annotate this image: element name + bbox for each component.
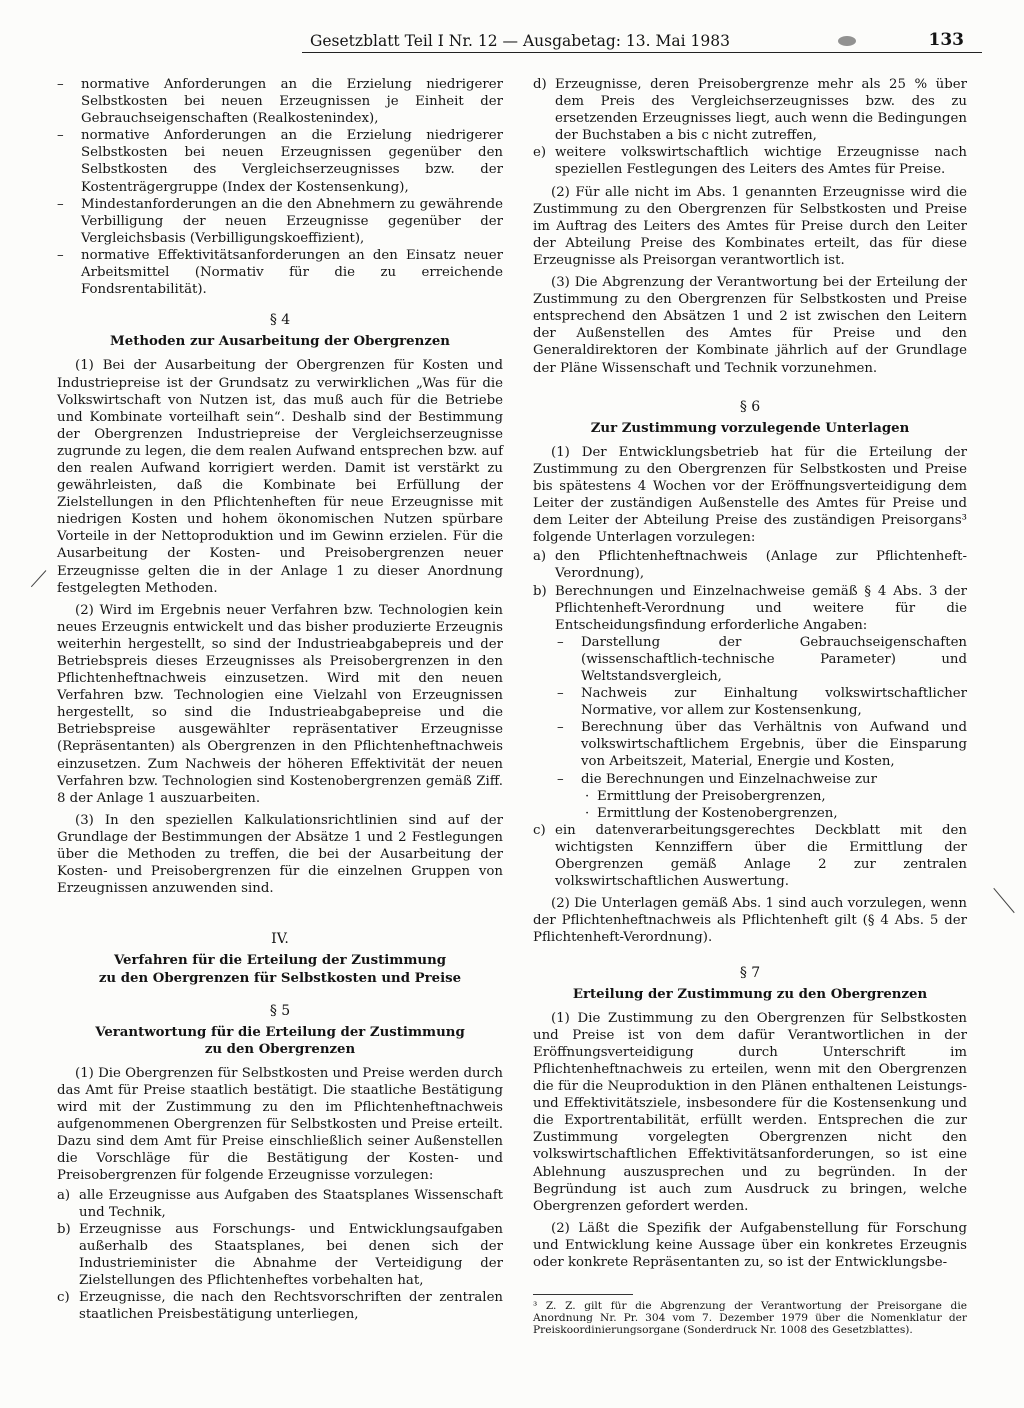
paragraph: (1) Bei der Ausarbeitung der Obergrenzen für Kosten und Industriepreise ist der Grundsatz zu verwirklichen „Was für die Volkswirtschaft von Nutzen ist, das muß auch für die Betriebe und Kombinate vorteilhaft sein“. Deshalb sind der Bestimmung der Obergrenzen Industriepreise der Vergleichserzeugnisse zugrunde zu legen, die dem realen Aufwand entsprechen bzw. auf den realen Aufwand korrigiert werden. Damit ist verstärkt zu gewährleisten, daß die Kombinate bei Erfüllung der Zielstellungen in den Pflichtenheften für neue Erzeugnisse mit niedrigen Kosten und hohem ökonomischen Nutzen spürbare Vorteile in der Nettoproduktion und im Gewinn erzielen. Für die Ausarbeitung der Kosten- und Preisobergrenzen neuer Erzeugnisse gelten die in der Anlage 1 zu dieser Anordnung festgelegten Methoden.: [57, 358, 503, 596]
bullet-item: · Ermittlung der Preisobergrenzen,: [533, 788, 967, 805]
sub-dash-item: – die Berechnungen und Einzelnachweise zur: [533, 771, 967, 788]
dash-item: – normative Anforderungen an die Erzielung niedrigerer Selbstkosten bei neuen Erzeugnissen gegenüber den Selbstkosten des Vergleichserzeugnisses bzw. der Kostenträgergruppe (Index der Kostensenkung),: [57, 127, 503, 195]
sub-dash-item: – Darstellung der Gebrauchseigenschaften (wissenschaftlich-technische Parameter) und Weltstandsvergleich,: [533, 634, 967, 685]
part-number: IV.: [271, 931, 289, 948]
page-header: [302, 27, 982, 53]
list-item: d) Erzeugnisse, deren Preisobergrenze mehr als 25 % über dem Preis des Vergleichserzeugnisses bzw. des zu ersetzenden Erzeugnisses liegt, auch wenn die Bedingungen der Buchstaben a bis c nicht zutreffen,: [533, 77, 967, 144]
paragraph: (1) Die Zustimmung zu den Obergrenzen für Selbstkosten und Preise ist von dem dafür Verantwortlichen in der Eröffnungsverteidigung durch Unterschrift im Pflichtenheftnachweis zu erteilen, wenn mit den Obergrenzen die für die Neuproduktion in den Plänen enthaltenen Leistungs- und Effektivitätsziele, insbesondere für die Kostensenkung und die Exportrentabilität, erfüllt werden. Entsprechen die zur Zustimmung vorgelegten Obergrenzen nicht den volkswirtschaftlichen Effektivitätsanforderungen, so ist eine Ablehnung auszusprechen und zu begründen. In der Begründung ist auch zum Ausdruck zu bringen, welche Obergrenzen gefordert werden.: [533, 1010, 967, 1214]
section-heading: Methoden zur Ausarbeitung der Obergrenzen: [110, 334, 450, 350]
part-heading: Verfahren für die Erteilung der Zustimmung: [113, 953, 447, 969]
left-column: [57, 76, 503, 1323]
list-item: a) alle Erzeugnisse aus Aufgaben des Staatsplanes Wissenschaft und Technik,: [57, 1187, 503, 1220]
sub-dash-item: – Nachweis zur Einhaltung volkswirtschaftlicher Normative, vor allem zur Kostensenkung,: [533, 685, 967, 719]
dash-item: – normative Effektivitätsanforderungen an den Einsatz neuer Arbeitsmittel (Normativ für die zu erreichende Fondsrentabilität).: [57, 247, 503, 298]
paragraph: (2) Die Unterlagen gemäß Abs. 1 sind auch vorzulegen, wenn der Pflichtenheftnachweis als Pflichtenheft gilt (§ 4 Abs. 5 der Pflichtenheft-Verordnung).: [533, 896, 967, 946]
section-heading: Erteilung der Zustimmung zu den Obergrenzen: [572, 986, 928, 1002]
list-item: c) ein datenverarbeitungsgerechtes Deckblatt mit den wichtigsten Kennziffern über die Ermittlung der Obergrenzen gemäß Anlage 2 zur zentralen volkswirtschaftlichen Auswertung.: [533, 822, 967, 890]
footnote-rule: [533, 1294, 633, 1295]
footnote: ³ Z. Z. gilt für die Abgrenzung der Verantwortung der Preisorgane die Anordnung Nr. Pr. 304 vom 7. Dezember 1979 über die Nomenklatur der Preiskoordinierungsorgane (Sonderdruck Nr. 1008 des Gesetzblattes).: [533, 1300, 967, 1337]
list-item: b) Erzeugnisse aus Forschungs- und Entwicklungsaufgaben außerhalb des Staatsplanes, bei denen sich der Industrieminister die Abnahme der Verteidigung der Zielstellungen des Pflichtenheftes vorbehalten hat,: [57, 1221, 503, 1288]
paragraph: (3) In den speziellen Kalkulationsrichtlinien sind auf der Grundlage der Bestimmungen der Absätze 1 und 2 Festlegungen über die Methoden zu treffen, die bei der Ausarbeitung der Kosten- und Preisobergrenzen für die einzelnen Gruppen von Erzeugnissen anzuwenden sind.: [57, 812, 503, 897]
section-heading: Zur Zustimmung vorzulegende Unterlagen: [590, 420, 910, 436]
section-number: § 7: [739, 964, 761, 981]
section-number: § 5: [269, 1002, 291, 1019]
paragraph: (2) Für alle nicht im Abs. 1 genannten Erzeugnisse wird die Zustimmung zu den Obergrenzen für Selbstkosten und Preise im Auftrag des Leiters des Amtes für Preise durch den Leiter der Abteilung Preise des Kombinates erteilt, das für diese Erzeugnisse als Preisorgan verantwortlich ist.: [533, 184, 967, 268]
dash-item: – Mindestanforderungen an die den Abnehmern zu gewährende Verbilligung der neuen Erzeugnisse gegenüber der Vergleichsbasis (Verbilligungskoeffizient),: [57, 196, 503, 247]
section-number: § 6: [739, 398, 761, 415]
margin-mark: [31, 570, 47, 588]
paragraph: (1) Die Obergrenzen für Selbstkosten und Preise werden durch das Amt für Preise staatlich bestätigt. Die staatliche Bestätigung wird mit der Zustimmung zu den im Pflichtenheftnachweis aufgenommenen Obergrenzen für Selbstkosten und Preise erteilt. Dazu sind dem Amt für Preise einschließlich seiner Außenstellen die Vorschläge für die Bestätigung der Kosten- und Preisobergrenzen für folgende Erzeugnisse vorzulegen:: [57, 1065, 503, 1184]
section-heading: Verantwortung für die Erteilung der Zustimmung: [95, 1024, 465, 1040]
sub-dash-item: – Berechnung über das Verhältnis von Aufwand und volkswirtschaftlichem Ergebnis, über die Einsparung von Arbeitszeit, Material, Energie und Kosten,: [533, 719, 967, 770]
section-number: § 4: [269, 312, 291, 329]
right-column: [533, 76, 967, 1276]
margin-mark: [993, 888, 1014, 913]
header-title: Gesetzblatt Teil I Nr. 12 — Ausgabetag: 13. Mai 1983: [310, 32, 730, 50]
paragraph: (2) Läßt die Spezifik der Aufgabenstellung für Forschung und Entwicklung keine Aussage über ein konkretes Erzeugnis oder konkrete Repräsentanten zu, so ist der Entwicklungsbe-: [533, 1220, 967, 1270]
paragraph: (3) Die Abgrenzung der Verantwortung bei der Erteilung der Zustimmung zu den Obergrenzen für Selbstkosten und Preise entsprechend den Absätzen 1 und 2 ist zwischen den Leitern der Außenstellen des Amtes für Preise und den Generaldirektoren der Kombinate jährlich auf der Grundlage der Pläne Wissenschaft und Technik vorzunehmen.: [533, 275, 967, 376]
paragraph: (1) Der Entwicklungsbetrieb hat für die Erteilung der Zustimmung zu den Obergrenzen für Selbstkosten und Preise bis spätestens 4 Wochen vor der Eröffnungsverteidigung dem Leiter der zuständigen Außenstelle des Amtes für Preise und dem Leiter der Abteilung Preise des zuständigen Preisorgans³ folgende Unterlagen vorzulegen:: [533, 444, 967, 546]
dash-item: – normative Anforderungen an die Erzielung niedrigerer Selbstkosten bei neuen Erzeugnissen je Einheit der Gebrauchseigenschaften (Realkostenindex),: [57, 76, 503, 127]
header-rule: [302, 52, 982, 53]
part-heading: zu den Obergrenzen für Selbstkosten und Preise: [98, 970, 462, 986]
list-item: a) den Pflichtenheftnachweis (Anlage zur Pflichtenheft-Verordnung),: [533, 549, 967, 582]
ink-blot: [838, 36, 856, 46]
paragraph: (2) Wird im Ergebnis neuer Verfahren bzw. Technologien kein neues Erzeugnis entwickelt und das bisher produzierte Erzeugnis weiterhin hergestellt, so sind der Industrieabgabepreis und der Betriebspreis dieses Erzeugnisses als Preisobergrenzen in den Pflichtenheftnachweis einzusetzen. Wird mit den neuen Verfahren bzw. Technologien eine Vielzahl von Erzeugnissen hergestellt, so sind die Industrieabgabepreise und die Betriebspreise ausgewählter repräsentativer Erzeugnisse (Repräsentanten) als Obergrenzen in den Pflichtenheftnachweis einzusetzen. Zum Nachweis der höheren Effektivität der neuen Verfahren bzw. Technologien sind Kostenobergrenzen gemäß Ziff. 8 der Anlage 1 auszuarbeiten.: [57, 602, 503, 806]
bullet-item: · Ermittlung der Kostenobergrenzen,: [533, 805, 967, 822]
list-item: b) Berechnungen und Einzelnachweise gemäß § 4 Abs. 3 der Pflichtenheft-Verordnung und weitere für die Entscheidungsfindung erforderliche Angaben:: [533, 583, 967, 633]
page-number: 133: [928, 30, 964, 50]
section-heading: zu den Obergrenzen: [204, 1041, 356, 1057]
list-item: e) weitere volkswirtschaftlich wichtige Erzeugnisse nach speziellen Festlegungen des Leiters des Amtes für Preise.: [533, 145, 967, 178]
list-item: c) Erzeugnisse, die nach den Rechtsvorschriften der zentralen staatlichen Preisbestätigung unterliegen,: [57, 1290, 503, 1323]
